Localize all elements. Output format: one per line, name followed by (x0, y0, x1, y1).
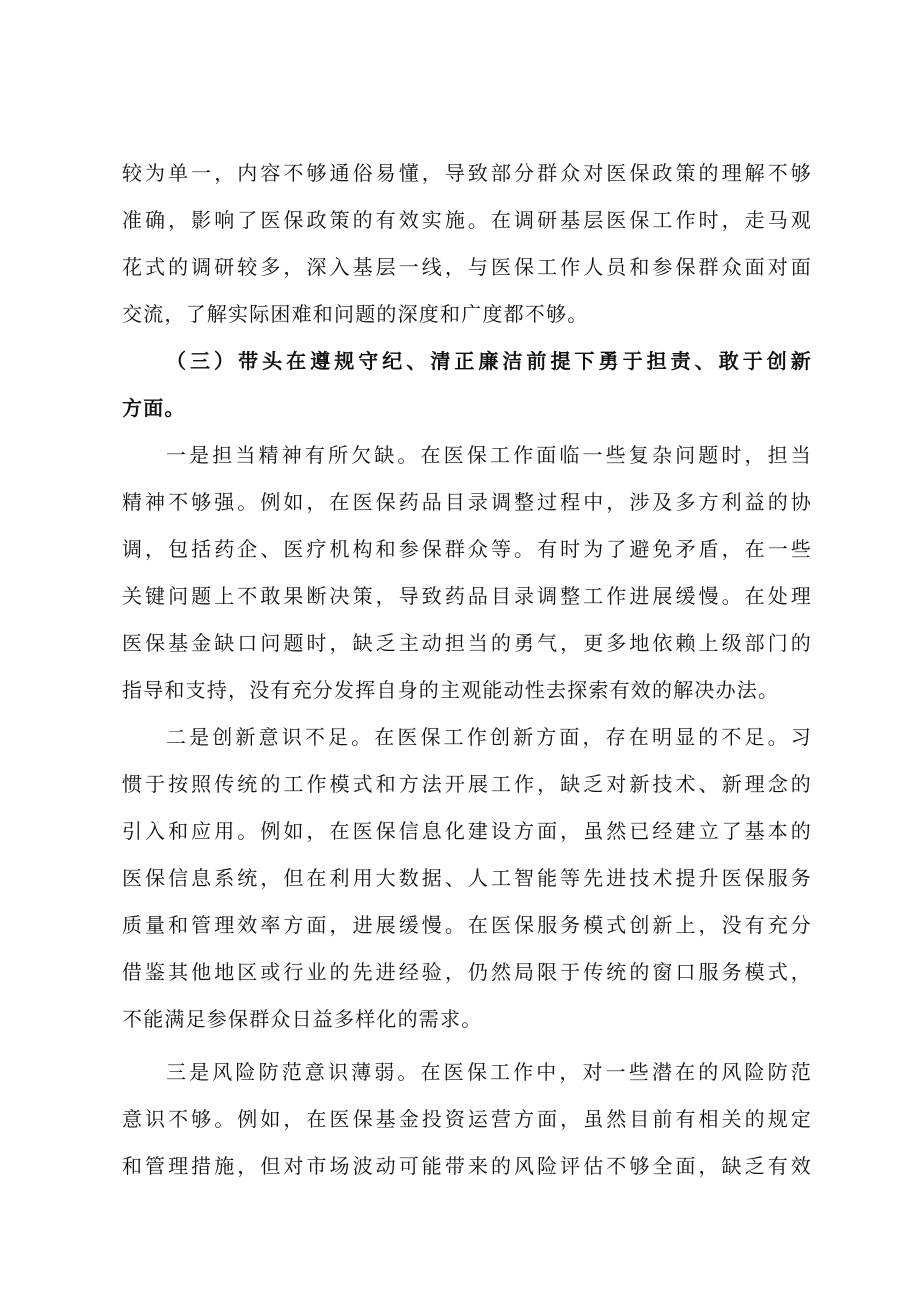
text-line: 三是风险防范意识薄弱。在医保工作中，对一些潜在的风险防范 (166, 1060, 812, 1084)
text-line: 精神不够强。例如，在医保药品目录调整过程中，涉及多方利益的协 (122, 490, 812, 514)
text-line: 不能满足参保群众日益多样化的需求。 (122, 1007, 483, 1031)
text-line: 惯于按照传统的工作模式和方法开展工作，缺乏对新技术、新理念的 (122, 772, 812, 796)
text-line: 一是担当精神有所欠缺。在医保工作面临一些复杂问题时，担当 (166, 443, 812, 467)
text-line: 质量和管理效率方面，进展缓慢。在医保服务模式创新上，没有充分 (122, 913, 812, 937)
heading-line: 方面。 (122, 396, 186, 420)
paragraph-2 (122, 432, 812, 714)
text-line: 调，包括药企、医疗机构和参保群众等。有时为了避免矛盾，在一些 (122, 537, 812, 561)
text-line: 交流，了解实际困难和问题的深度和广度都不够。 (122, 302, 589, 326)
paragraph-4 (122, 1049, 812, 1190)
text-line: 较为单一，内容不够通俗易懂，导致部分群众对医保政策的理解不够 (122, 161, 812, 185)
text-line: 医保基金缺口问题时，缺乏主动担当的勇气，更多地依赖上级部门的 (122, 631, 812, 655)
paragraph-3 (122, 714, 812, 1043)
document-body (122, 150, 812, 1190)
text-line: 意识不够。例如，在医保基金投资运营方面，虽然目前有相关的规定 (122, 1107, 812, 1131)
text-line: 和管理措施，但对市场波动可能带来的风险评估不够全面，缺乏有效 (122, 1154, 812, 1178)
text-line: 关键问题上不敢果断决策，导致药品目录调整工作进展缓慢。在处理 (122, 584, 812, 608)
text-line: 引入和应用。例如，在医保信息化建设方面，虽然已经建立了基本的 (122, 819, 812, 843)
text-line: 指导和支持，没有充分发挥自身的主观能动性去探索有效的解决办法。 (122, 678, 780, 702)
text-line: 准确，影响了医保政策的有效实施。在调研基层医保工作时，走马观 (122, 208, 812, 232)
text-line: 二是创新意识不足。在医保工作创新方面，存在明显的不足。习 (166, 725, 812, 749)
text-line: 医保信息系统，但在利用大数据、人工智能等先进技术提升医保服务 (122, 866, 812, 890)
section-heading (122, 338, 812, 432)
text-line: 花式的调研较多，深入基层一线，与医保工作人员和参保群众面对面 (122, 255, 812, 279)
text-line: 借鉴其他地区或行业的先进经验，仍然局限于传统的窗口服务模式， (122, 960, 812, 984)
paragraph-1 (122, 150, 812, 338)
heading-line: （三）带头在遵规守纪、清正廉洁前提下勇于担责、敢于创新 (166, 349, 812, 373)
